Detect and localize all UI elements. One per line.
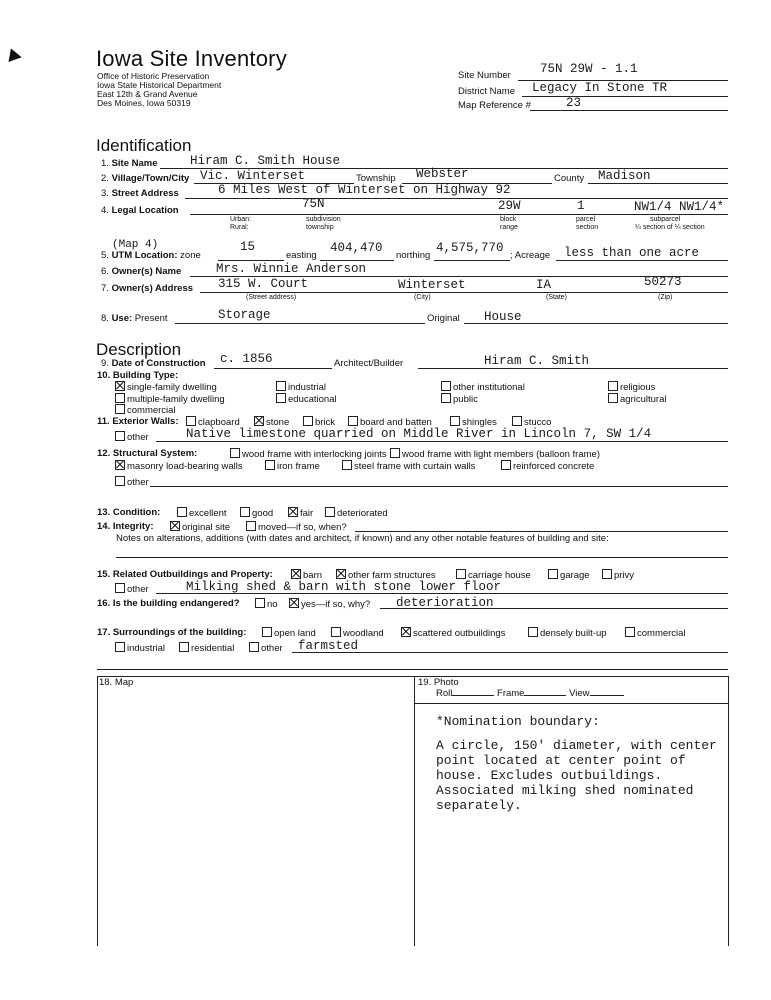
bt-agricultural[interactable]: agricultural [608, 393, 666, 405]
integrity-moved[interactable]: moved—if so, when? [246, 521, 347, 533]
structural-label: 12. Structural System: [97, 448, 198, 459]
map-label: 18. Map [99, 677, 134, 688]
checkbox-icon [325, 507, 335, 517]
owner-street-value: 315 W. Court [218, 277, 309, 291]
nomination-line-2: point located at center point of [436, 753, 686, 768]
checkbox-checked-icon [254, 416, 264, 426]
sr-commercial[interactable]: commercial [625, 627, 686, 639]
photo-right-rule [728, 676, 729, 946]
map-left-rule [97, 676, 98, 946]
endangered-label: 16. Is the building endangered? [97, 598, 240, 609]
checkbox-icon [602, 569, 612, 579]
bt-commercial[interactable]: commercial [115, 404, 176, 416]
checkbox-checked-icon [115, 460, 125, 470]
township-label: Township [356, 173, 396, 184]
checkbox-icon [276, 381, 286, 391]
st-interlocking[interactable]: wood frame with interlocking joints [230, 448, 387, 460]
legal-rural-caption: Rural: [230, 224, 249, 231]
checkbox-icon [115, 583, 125, 593]
photo-label: 19. Photo [418, 677, 459, 688]
bt-other-institutional[interactable]: other institutional [441, 381, 525, 393]
st-reinforced[interactable]: reinforced concrete [501, 460, 594, 472]
township-value: Webster [416, 167, 469, 181]
checkbox-icon [230, 448, 240, 458]
use-present-value: Storage [218, 308, 271, 322]
outbuildings-label: 15. Related Outbuildings and Property: [97, 569, 273, 580]
sr-residential[interactable]: residential [179, 642, 234, 654]
sr-densely[interactable]: densely built-up [528, 627, 607, 639]
legal-subparcel2-caption: ¼ section of ¼ section [635, 224, 705, 231]
legal-township-caption: township [306, 224, 334, 231]
checkbox-icon [115, 476, 125, 486]
ob-barn[interactable]: barn [291, 569, 322, 581]
checkbox-icon [186, 416, 196, 426]
addr-city-caption: (City) [414, 294, 431, 301]
site-number-value: 75N 29W - 1.1 [540, 62, 638, 76]
street-label: 3. Street Address [101, 188, 179, 199]
description-heading: Description [96, 340, 182, 359]
cond-fair[interactable]: fair [288, 507, 313, 519]
st-other[interactable]: other [115, 476, 149, 488]
checkbox-checked-icon [291, 569, 301, 579]
office-line-1: Office of Historic Preservation [97, 71, 210, 81]
nomination-line-1: A circle, 150' diameter, with center [436, 738, 717, 753]
checkbox-icon [276, 393, 286, 403]
exterior-label: 11. Exterior Walls: [97, 416, 179, 427]
checkbox-icon [115, 642, 125, 652]
nomination-line-5: separately. [436, 798, 522, 813]
sr-industrial[interactable]: industrial [115, 642, 165, 654]
legal-section-caption: section [576, 224, 599, 231]
checkbox-icon [548, 569, 558, 579]
northing-value: 4,575,770 [436, 241, 504, 255]
ext-board-batten[interactable]: board and batten [348, 416, 432, 428]
owner-value: Mrs. Winnie Anderson [216, 262, 367, 276]
building-type-label: 10. Building Type: [97, 370, 179, 381]
ob-carriage-house[interactable]: carriage house [456, 569, 531, 581]
village-value: Vic. Winterset [200, 169, 306, 183]
endangered-yes[interactable]: yes—if so, why? [289, 598, 370, 610]
legal-subdivision-caption: subdivision [306, 216, 341, 223]
use-label: 8. Use: Present [101, 313, 168, 324]
checkbox-icon [303, 416, 313, 426]
checkbox-icon [456, 569, 466, 579]
checkbox-icon [450, 416, 460, 426]
county-label: County [554, 173, 585, 184]
ob-garage[interactable]: garage [548, 569, 590, 581]
checkbox-icon [512, 416, 522, 426]
checkbox-icon [348, 416, 358, 426]
bt-educational[interactable]: educational [276, 393, 337, 405]
legal-township-value: 75N [302, 197, 325, 211]
owner-state-value: IA [536, 278, 552, 292]
sr-other-value: farmsted [298, 639, 359, 653]
nomination-line-3: house. Excludes outbuildings. [436, 768, 663, 783]
checkbox-icon [262, 627, 272, 637]
acreage-label: ; Acreage [510, 250, 551, 261]
use-original-value: House [484, 310, 522, 324]
date-label: 9. Date of Construction [101, 358, 206, 369]
bt-industrial[interactable]: industrial [276, 381, 326, 393]
ext-stucco[interactable]: stucco [512, 416, 551, 428]
sr-open-land[interactable]: open land [262, 627, 316, 639]
checkbox-icon [625, 627, 635, 637]
checkbox-checked-icon [289, 598, 299, 608]
checkbox-icon [390, 448, 400, 458]
nomination-title: *Nomination boundary: [436, 714, 600, 729]
integrity-label: 14. Integrity: [97, 521, 154, 532]
map-photo-divider [414, 676, 415, 946]
northing-label: northing [396, 250, 431, 261]
nomination-line-4: Associated milking shed nominated [436, 783, 694, 798]
legal-range-caption: range [500, 224, 518, 231]
map-reference-label: Map Reference # [458, 100, 531, 111]
owner-label: 6. Owner(s) Name [101, 266, 182, 277]
legal-location-label: 4. Legal Location [101, 205, 179, 216]
checkbox-icon [608, 381, 618, 391]
checkbox-icon [608, 393, 618, 403]
village-label: 2. Village/Town/City [101, 173, 190, 184]
office-line-4: Des Moines, Iowa 50319 [97, 98, 191, 108]
checkbox-icon [501, 460, 511, 470]
ob-other[interactable]: other [115, 583, 149, 595]
bt-religious[interactable]: religious [608, 381, 655, 393]
map-photo-top-rule [97, 676, 728, 677]
surroundings-label: 17. Surroundings of the building: [97, 627, 247, 638]
bt-public[interactable]: public [441, 393, 478, 405]
easting-value: 404,470 [330, 241, 383, 255]
bt-multiple-family[interactable]: multiple-family dwelling [115, 393, 225, 405]
utm-label: 5. UTM Location: zone [101, 250, 201, 261]
photo-roll-frame-view: Roll Frame View [436, 688, 624, 699]
punch-mark [4, 46, 21, 62]
st-steel-frame[interactable]: steel frame with curtain walls [342, 460, 475, 472]
checkbox-icon [249, 642, 259, 652]
checkbox-checked-icon [170, 521, 180, 531]
checkbox-icon [115, 404, 125, 414]
integrity-original[interactable]: original site [170, 521, 230, 533]
legal-block-caption: block [500, 216, 517, 223]
office-line-3: East 12th & Grand Avenue [97, 89, 198, 99]
county-value: Madison [598, 169, 651, 183]
date-value: c. 1856 [220, 352, 273, 366]
checkbox-icon [115, 431, 125, 441]
legal-subparcel-value: NW1/4 NW1/4* [634, 200, 725, 214]
ext-clapboard[interactable]: clapboard [186, 416, 240, 428]
bt-single-family[interactable]: single-family dwelling [115, 381, 217, 393]
legal-subparcel-caption: subparcel [650, 216, 681, 223]
ob-other-farm[interactable]: other farm structures [336, 569, 436, 581]
st-iron-frame[interactable]: iron frame [265, 460, 320, 472]
checkbox-icon [179, 642, 189, 652]
checkbox-icon [177, 507, 187, 517]
notes-label: Notes on alterations, additions (with dates and architect, if known) and any other notable features of building and site: [116, 533, 609, 544]
endangered-reason: deterioration [396, 596, 494, 610]
ext-stone[interactable]: stone [254, 416, 289, 428]
map-reference-value: 23 [566, 96, 582, 110]
site-number-label: Site Number [458, 70, 511, 81]
sr-scattered[interactable]: scattered outbuildings [401, 627, 505, 639]
condition-label: 13. Condition: [97, 507, 161, 518]
addr-street-caption: (Street address) [246, 294, 297, 301]
checkbox-icon [115, 393, 125, 403]
checkbox-checked-icon [288, 507, 298, 517]
district-name-value: Legacy In Stone TR [532, 81, 668, 95]
ob-other-value: Milking shed & barn with stone lower floor [186, 580, 502, 594]
sr-woodland[interactable]: woodland [331, 627, 384, 639]
site-name-value: Hiram C. Smith House [190, 154, 341, 168]
cond-good[interactable]: good [240, 507, 273, 519]
site-name-label: 1. Site Name [101, 158, 158, 169]
form-title: Iowa Site Inventory [96, 46, 287, 71]
checkbox-icon [255, 598, 265, 608]
owner-address-label: 7. Owner(s) Address [101, 283, 194, 294]
checkbox-icon [528, 627, 538, 637]
cond-deteriorated[interactable]: deteriorated [325, 507, 388, 519]
sr-other[interactable]: other [249, 642, 283, 654]
architect-label: Architect/Builder [334, 358, 404, 369]
ext-other-value: Native limestone quarried on Middle River in Lincoln 7, SW 1/4 [186, 427, 652, 441]
ext-other[interactable]: other [115, 431, 149, 443]
utm-map-note: (Map 4) [112, 239, 159, 251]
cond-excellent[interactable]: excellent [177, 507, 227, 519]
architect-value: Hiram C. Smith [484, 354, 590, 368]
street-value: 6 Miles West of Winterset on Highway 92 [218, 183, 511, 197]
checkbox-icon [342, 460, 352, 470]
legal-section-value: 1 [577, 199, 585, 213]
addr-state-caption: (State) [546, 294, 568, 301]
st-masonry[interactable]: masonry load-bearing walls [115, 460, 243, 472]
endangered-no[interactable]: no [255, 598, 278, 610]
legal-urban-caption: Urban: [230, 216, 252, 223]
ext-shingles[interactable]: shingles [450, 416, 497, 428]
addr-zip-caption: (Zip) [658, 294, 673, 301]
checkbox-checked-icon [401, 627, 411, 637]
checkbox-icon [441, 393, 451, 403]
legal-parcel-caption: parcel [576, 216, 596, 223]
legal-range-value: 29W [498, 199, 521, 213]
checkbox-icon [441, 381, 451, 391]
use-original-label: Original [427, 313, 460, 324]
ext-brick[interactable]: brick [303, 416, 335, 428]
checkbox-checked-icon [336, 569, 346, 579]
utm-zone-value: 15 [240, 240, 256, 254]
checkbox-icon [265, 460, 275, 470]
checkbox-icon [331, 627, 341, 637]
identification-heading: Identification [96, 136, 192, 155]
owner-city-value: Winterset [398, 278, 466, 292]
checkbox-icon [240, 507, 250, 517]
st-balloon[interactable]: wood frame with light members (balloon frame) [390, 448, 600, 460]
ob-privy[interactable]: privy [602, 569, 634, 581]
office-line-2: Iowa State Historical Department [97, 80, 222, 90]
district-name-label: District Name [458, 86, 516, 97]
checkbox-checked-icon [115, 381, 125, 391]
acreage-value: less than one acre [564, 246, 700, 260]
owner-zip-value: 50273 [644, 275, 682, 289]
easting-label: easting [286, 250, 317, 261]
checkbox-icon [246, 521, 256, 531]
